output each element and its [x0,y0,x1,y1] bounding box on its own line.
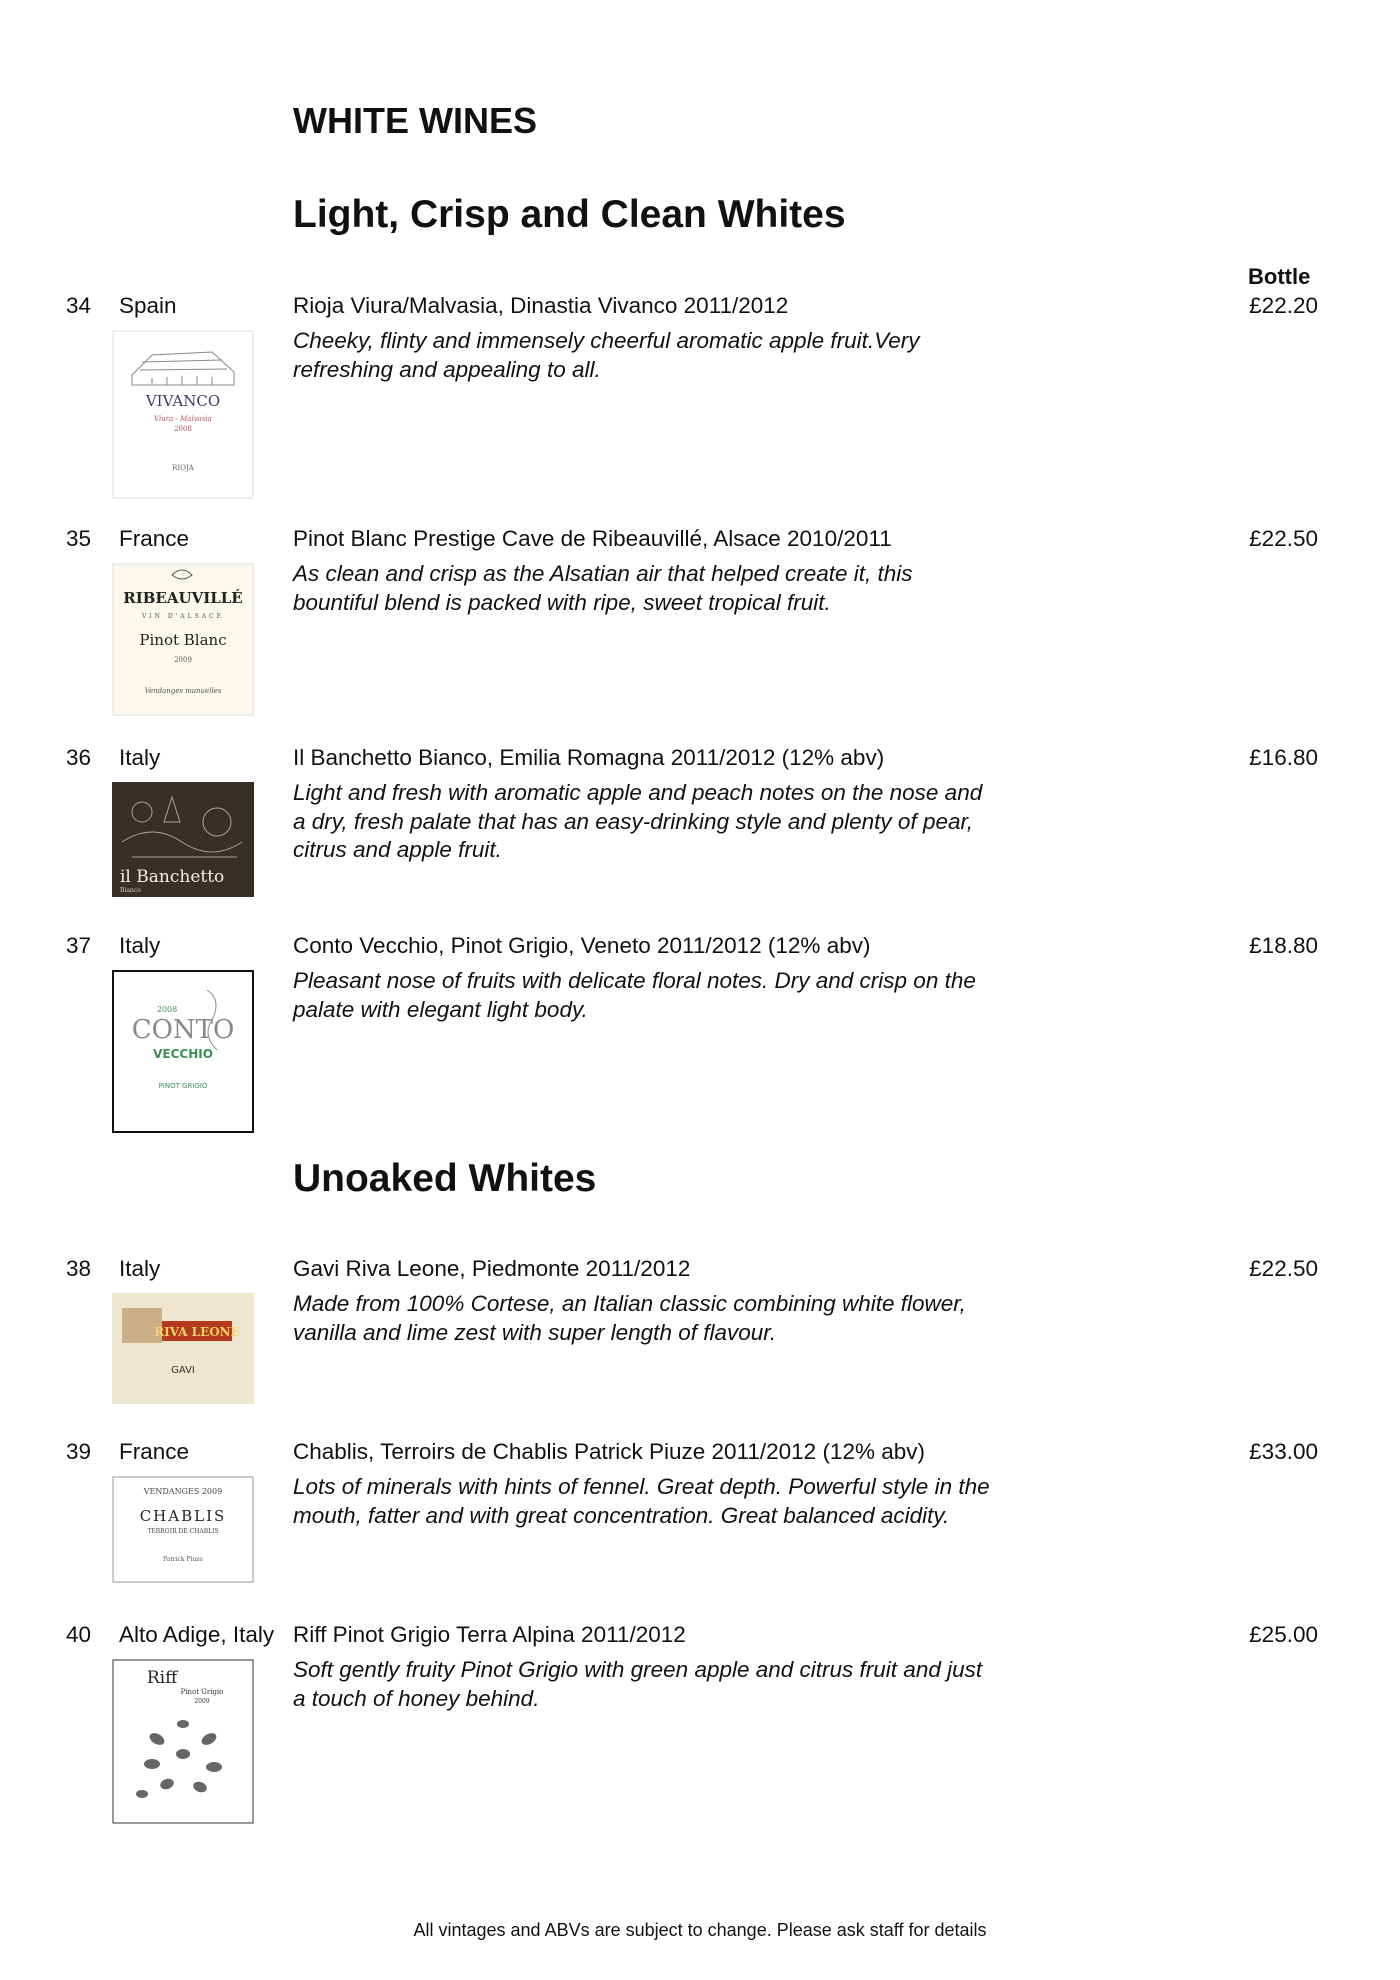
wine-name: Pinot Blanc Prestige Cave de Ribeauvillé, Alsace 2010/2011 [293,526,892,551]
label-brand: RIBEAUVILLÉ [123,589,243,607]
label-year: 2009 [174,656,192,664]
wine-number: 38 [66,1256,92,1281]
wine-country: Alto Adige, Italy [119,1622,275,1647]
label-vintage: VENDANGES 2009 [143,1487,223,1496]
label-brand: CONTO [131,1015,235,1045]
label-variety: PINOT GRIGIO [158,1082,208,1090]
wine-description: Lots of minerals with hints of fennel. Great depth. Powerful style in the mouth, fatter and with great concentration. Great balanced acidity. [293,1474,990,1528]
label-region: RIOJA [172,464,194,472]
label-brand: il Banchetto [120,867,225,887]
wine-description: As clean and crisp as the Alsatian air that helped create it, this bountiful blend is packed with ripe, sweet tropical fruit. [293,561,913,615]
label-year: 2008 [156,1005,178,1014]
wine-price: £22.50 [1249,1256,1318,1281]
label-brand: VIVANCO [145,392,221,410]
wine-number: 37 [66,933,92,958]
wine-number: 34 [66,293,92,318]
wine-label-image-conto-vecchio [112,970,254,1133]
label-sub: VIN D'ALSACE [141,613,225,620]
label-brand: CHABLIS [139,1507,227,1525]
wine-label-image-vivanco [112,330,254,499]
label-sub: Bianco [120,887,141,894]
wine-name: Riff Pinot Grigio Terra Alpina 2011/2012 [293,1622,686,1647]
label-brand-2: VECCHIO [153,1047,213,1061]
wine-name: Chablis, Terroirs de Chablis Patrick Piuze 2011/2012 (12% abv) [293,1439,925,1464]
label-brand: RIVA LEONE [154,1325,240,1339]
label-sub: TERROIR DE CHABLIS [147,1528,219,1535]
wine-country: France [119,526,190,551]
wine-country: Italy [119,745,161,770]
footer-note: All vintages and ABVs are subject to change. Please ask staff for details [413,1920,987,1940]
wine-name: Gavi Riva Leone, Piedmonte 2011/2012 [293,1256,691,1281]
wine-label-image-banchetto [112,782,254,897]
wine-description: Soft gently fruity Pinot Grigio with green apple and citrus fruit and just a touch of honey behind. [293,1657,983,1711]
label-brand: Riff [146,1668,178,1688]
wine-country: France [119,1439,190,1464]
wine-price: £18.80 [1249,933,1318,958]
label-sub: Viura - Malvasia [154,415,212,423]
wine-price: £22.20 [1249,293,1318,318]
wine-label-image-riva-leone [112,1293,254,1404]
label-year: 2009 [194,1698,210,1705]
wine-number: 40 [66,1622,92,1647]
label-region: GAVI [171,1365,195,1376]
wine-name: Rioja Viura/Malvasia, Dinastia Vivanco 2011/2012 [293,293,789,318]
wine-description: Made from 100% Cortese, an Italian classic combining white flower, vanilla and lime zest with super length of flavour. [293,1291,966,1345]
wine-price: £22.50 [1249,526,1318,551]
wine-description: Cheeky, flinty and immensely cheerful aromatic apple fruit.Very refreshing and appealing to all. [293,328,920,382]
wine-country: Italy [119,933,161,958]
wine-price: £25.00 [1249,1622,1318,1647]
wine-price: £33.00 [1249,1439,1318,1464]
wine-number: 36 [66,745,92,770]
wine-description: Pleasant nose of fruits with delicate floral notes. Dry and crisp on the palate with elegant light body. [293,968,976,1022]
wine-name: Conto Vecchio, Pinot Grigio, Veneto 2011/2012 (12% abv) [293,933,871,958]
wine-description: Light and fresh with aromatic apple and peach notes on the nose and a dry, fresh palate that has an easy-drinking style and plenty of pear, citrus and apple fruit. [293,780,983,862]
wine-name: Il Banchetto Bianco, Emilia Romagna 2011/2012 (12% abv) [293,745,885,770]
label-producer: Patrick Piuze [163,1556,203,1563]
label-variety: Pinot Blanc [139,631,227,649]
wine-label-image-chablis [112,1476,254,1583]
wine-label-image-ribeauville [112,563,254,716]
label-variety: Pinot Grigio [180,1688,224,1696]
wine-number: 39 [66,1439,92,1464]
wine-label-image-riff [112,1659,254,1824]
section-heading-unoaked: Unoaked Whites [293,1157,597,1200]
wine-number: 35 [66,526,92,551]
wine-price: £16.80 [1249,745,1318,770]
wine-country: Italy [119,1256,161,1281]
label-note: Vendanges manuelles [144,687,222,695]
label-year: 2008 [174,425,192,433]
wine-country: Spain [119,293,177,318]
section-heading-light-crisp: Light, Crisp and Clean Whites [293,193,846,236]
page-title: WHITE WINES [293,100,537,141]
bottle-column-header: Bottle [1248,264,1311,289]
